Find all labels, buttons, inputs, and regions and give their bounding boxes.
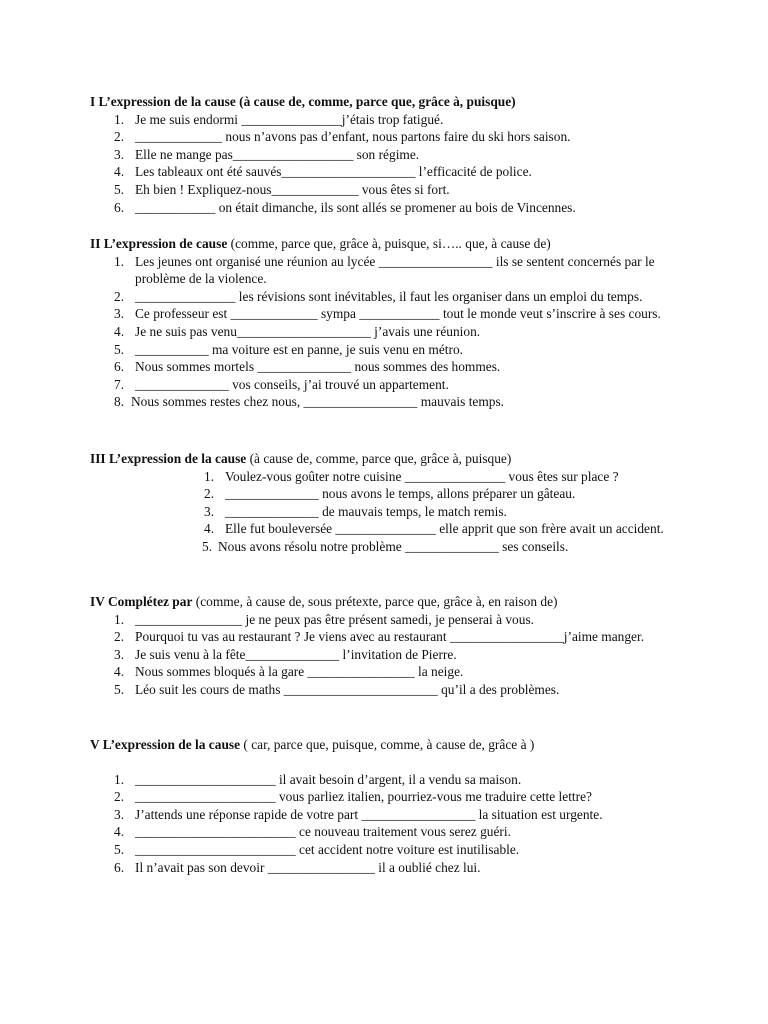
- item-number: 7.: [114, 376, 125, 392]
- exercise-item: [90, 611, 740, 629]
- item-number: 6.: [114, 359, 125, 375]
- item-text: Il n’avait pas son devoir ________________ il a oublié chez lui.: [135, 859, 481, 875]
- item-number: 4.: [114, 824, 125, 840]
- item-text: Nous sommes restes chez nous, _________________ mauvais temps.: [131, 394, 505, 410]
- item-number: 6.: [114, 859, 125, 875]
- section-3: [90, 450, 740, 556]
- item-text: ____________ on était dimanche, ils sont allés se promener au bois de Vincennes.: [135, 199, 576, 215]
- item-number: 5.: [114, 841, 125, 857]
- exercise-item: [90, 538, 675, 556]
- section-heading: [90, 450, 740, 468]
- section-subtitle: ( car, parce que, puisque, comme, à cause de, grâce à ): [240, 737, 535, 752]
- exercise-item: [90, 376, 740, 394]
- exercise-list: [90, 468, 740, 556]
- section-heading: [90, 736, 740, 754]
- exercise-item: [90, 503, 675, 521]
- item-text: Elle fut bouleversée _______________ elle apprit que son frère avait un accident.: [225, 521, 664, 537]
- item-number: 2.: [114, 629, 125, 645]
- exercise-item: [90, 628, 680, 646]
- exercise-item: [90, 788, 740, 806]
- section-subtitle: (comme, à cause de, sous prétexte, parce que, grâce à, en raison de): [192, 594, 558, 609]
- section-heading: [90, 93, 740, 111]
- item-text: ______________ de mauvais temps, le match remis.: [225, 503, 507, 519]
- item-number: 1.: [114, 771, 125, 787]
- exercise-list: [90, 253, 740, 411]
- item-text: Les tableaux ont été sauvés____________________ l’efficacité de police.: [135, 164, 532, 180]
- exercise-item: [90, 341, 740, 359]
- item-text: Ce professeur est _____________ sympa ____________ tout le monde veut s’inscrire à ses cours.: [135, 306, 661, 322]
- exercise-item: [90, 393, 740, 411]
- section-subtitle: (comme, parce que, grâce à, puisque, si….. que, à cause de): [227, 236, 551, 251]
- exercise-item: [90, 468, 675, 486]
- item-number: 3.: [114, 806, 125, 822]
- exercise-list: [90, 611, 740, 699]
- item-number: 2.: [114, 129, 125, 145]
- item-text: _____________________ il avait besoin d’argent, il a vendu sa maison.: [135, 771, 522, 787]
- item-text: Je me suis endormi _______________j’étais trop fatigué.: [135, 111, 444, 127]
- exercise-item: [90, 646, 740, 664]
- exercise-item: [90, 305, 680, 323]
- item-number: 3.: [114, 146, 125, 162]
- item-number: 4.: [114, 664, 125, 680]
- exercise-item: [90, 288, 680, 306]
- item-number: 1.: [204, 468, 215, 484]
- item-text: Je ne suis pas venu____________________ j’avais une réunion.: [135, 323, 481, 339]
- section-5: [90, 736, 740, 876]
- section-title: II L’expression de cause: [90, 236, 228, 251]
- item-text: ________________________ ce nouveau traitement vous serez guéri.: [135, 824, 511, 840]
- exercise-item: [90, 128, 740, 146]
- item-number: 4.: [114, 323, 125, 339]
- exercise-item: [90, 323, 740, 341]
- exercise-item: [90, 520, 675, 538]
- item-text: ________________ je ne peux pas être présent samedi, je penserai à vous.: [135, 611, 535, 627]
- exercise-list: [90, 771, 740, 877]
- item-number: 3.: [114, 306, 125, 322]
- exercise-item: [90, 823, 740, 841]
- item-number: 1.: [114, 611, 125, 627]
- item-number: 5.: [114, 181, 125, 197]
- item-text: ______________ vos conseils, j’ai trouvé un appartement.: [135, 376, 449, 392]
- item-number: 6.: [114, 199, 125, 215]
- item-number: 3.: [204, 503, 215, 519]
- exercise-item: [90, 199, 740, 217]
- item-text: ________________________ cet accident notre voiture est inutilisable.: [135, 841, 520, 857]
- item-text: Les jeunes ont organisé une réunion au lycée _________________ ils se sentent concernés par le problème de la violence.: [135, 253, 655, 287]
- exercise-item: [90, 111, 740, 129]
- item-number: 2.: [114, 789, 125, 805]
- item-number: 2.: [114, 288, 125, 304]
- item-text: Léo suit les cours de maths _______________________ qu’il a des problèmes.: [135, 681, 560, 697]
- exercise-item: [90, 681, 740, 699]
- exercise-list: [90, 111, 740, 217]
- item-number: 5.: [114, 681, 125, 697]
- item-text: _____________ nous n’avons pas d’enfant, nous partons faire du ski hors saison.: [135, 129, 571, 145]
- exercise-item: [90, 358, 740, 376]
- item-text: Nous sommes bloqués à la gare ________________ la neige.: [135, 664, 464, 680]
- item-text: _____________________ vous parliez italien, pourriez-vous me traduire cette lettre?: [135, 789, 593, 805]
- item-text: Pourquoi tu vas au restaurant ? Je viens avec au restaurant _________________j’aime manger.: [135, 629, 645, 645]
- item-text: Nous sommes mortels ______________ nous sommes des hommes.: [135, 359, 501, 375]
- item-number: 4.: [114, 164, 125, 180]
- section-title: V L’expression de la cause: [90, 737, 241, 752]
- item-text: Nous avons résolu notre problème ______________ ses conseils.: [218, 538, 569, 554]
- section-title: III L’expression de la cause: [90, 451, 247, 466]
- item-number: 5.: [202, 538, 213, 554]
- section-heading: [90, 235, 740, 253]
- item-number: 5.: [114, 341, 125, 357]
- item-number: 1.: [114, 111, 125, 127]
- section-title: IV Complétez par: [90, 594, 193, 609]
- item-text: Eh bien ! Expliquez-nous_____________ vous êtes si fort.: [135, 181, 450, 197]
- item-number: 8.: [114, 394, 125, 410]
- item-text: Je suis venu à la fête______________ l’invitation de Pierre.: [135, 646, 457, 662]
- section-subtitle: (à cause de, comme, parce que, grâce à, puisque): [246, 451, 512, 466]
- exercise-item: [90, 859, 740, 877]
- exercise-item: [90, 806, 740, 824]
- exercise-item: [90, 163, 740, 181]
- section-4: [90, 593, 740, 699]
- item-text: J’attends une réponse rapide de votre part _________________ la situation est urgente.: [135, 806, 603, 822]
- exercise-item: [90, 181, 740, 199]
- item-number: 3.: [114, 646, 125, 662]
- item-text: _______________ les révisions sont inévitables, il faut les organiser dans un emploi du temps.: [135, 288, 643, 304]
- exercise-item: [90, 771, 740, 789]
- item-text: Elle ne mange pas__________________ son régime.: [135, 146, 420, 162]
- section-2: [90, 235, 740, 411]
- exercise-item: [90, 253, 680, 288]
- exercise-item: [90, 485, 675, 503]
- item-number: 1.: [114, 253, 125, 269]
- exercise-item: [90, 146, 740, 164]
- item-number: 2.: [204, 486, 215, 502]
- section-title: I L’expression de la cause (à cause de, comme, parce que, grâce à, puisque): [90, 94, 516, 109]
- item-text: ___________ ma voiture est en panne, je suis venu en métro.: [135, 341, 463, 357]
- exercise-item: [90, 663, 740, 681]
- section-1: [90, 93, 740, 216]
- item-text: Voulez-vous goûter notre cuisine _______________ vous êtes sur place ?: [225, 468, 619, 484]
- exercise-item: [90, 841, 740, 859]
- item-number: 4.: [204, 521, 215, 537]
- section-heading: [90, 593, 740, 611]
- item-text: ______________ nous avons le temps, allons préparer un gâteau.: [225, 486, 576, 502]
